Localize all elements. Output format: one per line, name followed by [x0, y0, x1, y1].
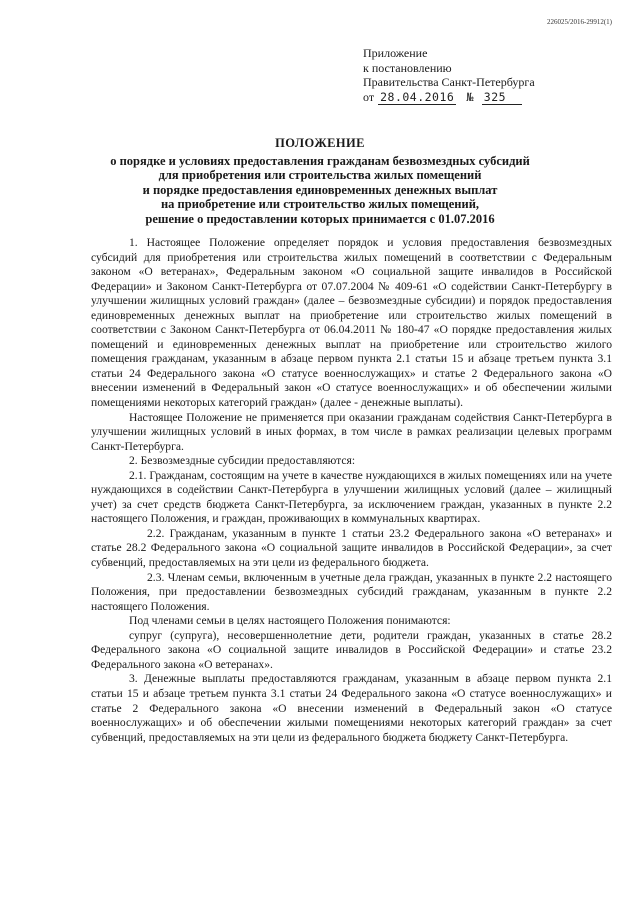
- paragraph-family-list: супруг (супруга), несовершеннолетние дети, родители граждан, указанных в статье 28.2 Федерального закона «О социальной защите инвалидов в Российской Федерации» и статье 23.2 Федерального закона «О ветеранах».: [91, 628, 612, 671]
- appendix-number: 325: [482, 90, 522, 106]
- title-line-5: решение о предоставлении которых принимается с 01.07.2016: [145, 211, 495, 226]
- appendix-date-line: [363, 90, 535, 106]
- title-line-4: на приобретение или строительство жилых помещений,: [160, 197, 480, 212]
- appendix-block: [363, 46, 535, 105]
- document-title: [0, 136, 640, 227]
- paragraph-2-3: 2.3. Членам семьи, включенным в учетные дела граждан, указанных в пункте 2.2 настоящего Положения, при предоставлении безвозмездных субсидий гражданам, указанным в пункте 2.2 настоящего Положения.: [91, 570, 612, 613]
- appendix-line-1: Приложение: [363, 46, 428, 60]
- document-id: 226025/2016-29912(1): [547, 18, 612, 26]
- appendix-number-sign: №: [466, 89, 474, 104]
- paragraph-1: 1. Настоящее Положение определяет порядок и условия предоставления безвозмездных субсидий для приобретения или строительства жилых помещений в соответствии с Федеральным законом «О ветеранах», Федеральным законом «О социальной защите инвалидов в Российской Федерации» и Законом Санкт-Петербурга от 07.07.2004 № 409-61 «О содействии Санкт-Петербургу в улучшении жилищных условий граждан» (далее – безвозмездные субсидии) и порядок предоставления единовременных денежных выплат на приобретение или строительство жилых помещений в соответствии с Законом Санкт-Петербурга от 06.04.2011 № 180-47 «О порядке предоставления жилых помещений и единовременных денежных выплат на приобретение или строительство жилого помещения гражданам, указанным в абзаце первом пункта 2.1 статьи 15 и абзаце третьем пункта 3.1 статьи 24 Федерального закона «О статусе военнослужащих» и статье 2 Федерального закона «О внесении изменений в Федеральный закон «О статусе военнослужащих» и об обеспечении жилыми помещениями некоторых категорий граждан» (далее - денежные выплаты).: [91, 236, 612, 410]
- appendix-date: 28.04.2016: [380, 89, 455, 104]
- appendix-line-3: Правительства Санкт-Петербурга: [363, 75, 535, 89]
- appendix-from: от: [363, 89, 375, 104]
- title-line-1: о порядке и условиях предоставления гражданам безвозмездных субсидий: [110, 153, 530, 168]
- appendix-line-2: к постановлению: [363, 60, 452, 75]
- title-line-2: для приобретения или строительства жилых помещений: [158, 168, 482, 183]
- paragraph-2-1: 2.1. Гражданам, состоящим на учете в качестве нуждающихся в жилых помещениях или на учете нуждающихся в содействии Санкт-Петербурга в улучшении жилищных условий (далее – жилищный учет) за счет средств бюджета Санкт-Петербурга, за исключением граждан, указанных в пункте 2.2 настоящего Положения, и граждан, проживающих в коммунальных квартирах.: [91, 468, 612, 526]
- paragraph-2-2: 2.2. Гражданам, указанным в пункте 1 статьи 23.2 Федерального закона «О ветеранах» и статье 28.2 Федерального закона «О социальной защите инвалидов в Российской Федерации», за счет субвенций, предоставляемых на эти цели из федерального бюджета.: [91, 526, 612, 570]
- document-body: [91, 236, 612, 745]
- paragraph-3: 3. Денежные выплаты предоставляются гражданам, указанным в абзаце первом пункта 2.1 статьи 15 и абзаце третьем пункта 3.1 статьи 24 Федерального закона «О статусе военнослужащих» и статье 2 Федерального закона «О внесении изменений в Федеральный закон «О статусе военнослужащих» и об обеспечении жилыми помещениями некоторых категорий граждан» за счет субвенций, предоставляемых на эти цели из федерального бюджета бюджету Санкт-Петербурга.: [91, 672, 612, 744]
- paragraph-2: 2. Безвозмездные субсидии предоставляются:: [129, 454, 356, 468]
- paragraph-family-intro: Под членами семьи в целях настоящего Положения понимаются:: [129, 614, 451, 628]
- title-main: ПОЛОЖЕНИЕ: [275, 136, 365, 150]
- title-line-3: и порядке предоставления единовременных денежных выплат: [142, 182, 498, 197]
- paragraph-1-note: Настоящее Положение не применяется при оказании гражданам содействия Санкт-Петербурга в улучшении жилищных условий в иных формах, в том числе в рамках реализации целевых программ Санкт-Петербурга.: [91, 410, 612, 453]
